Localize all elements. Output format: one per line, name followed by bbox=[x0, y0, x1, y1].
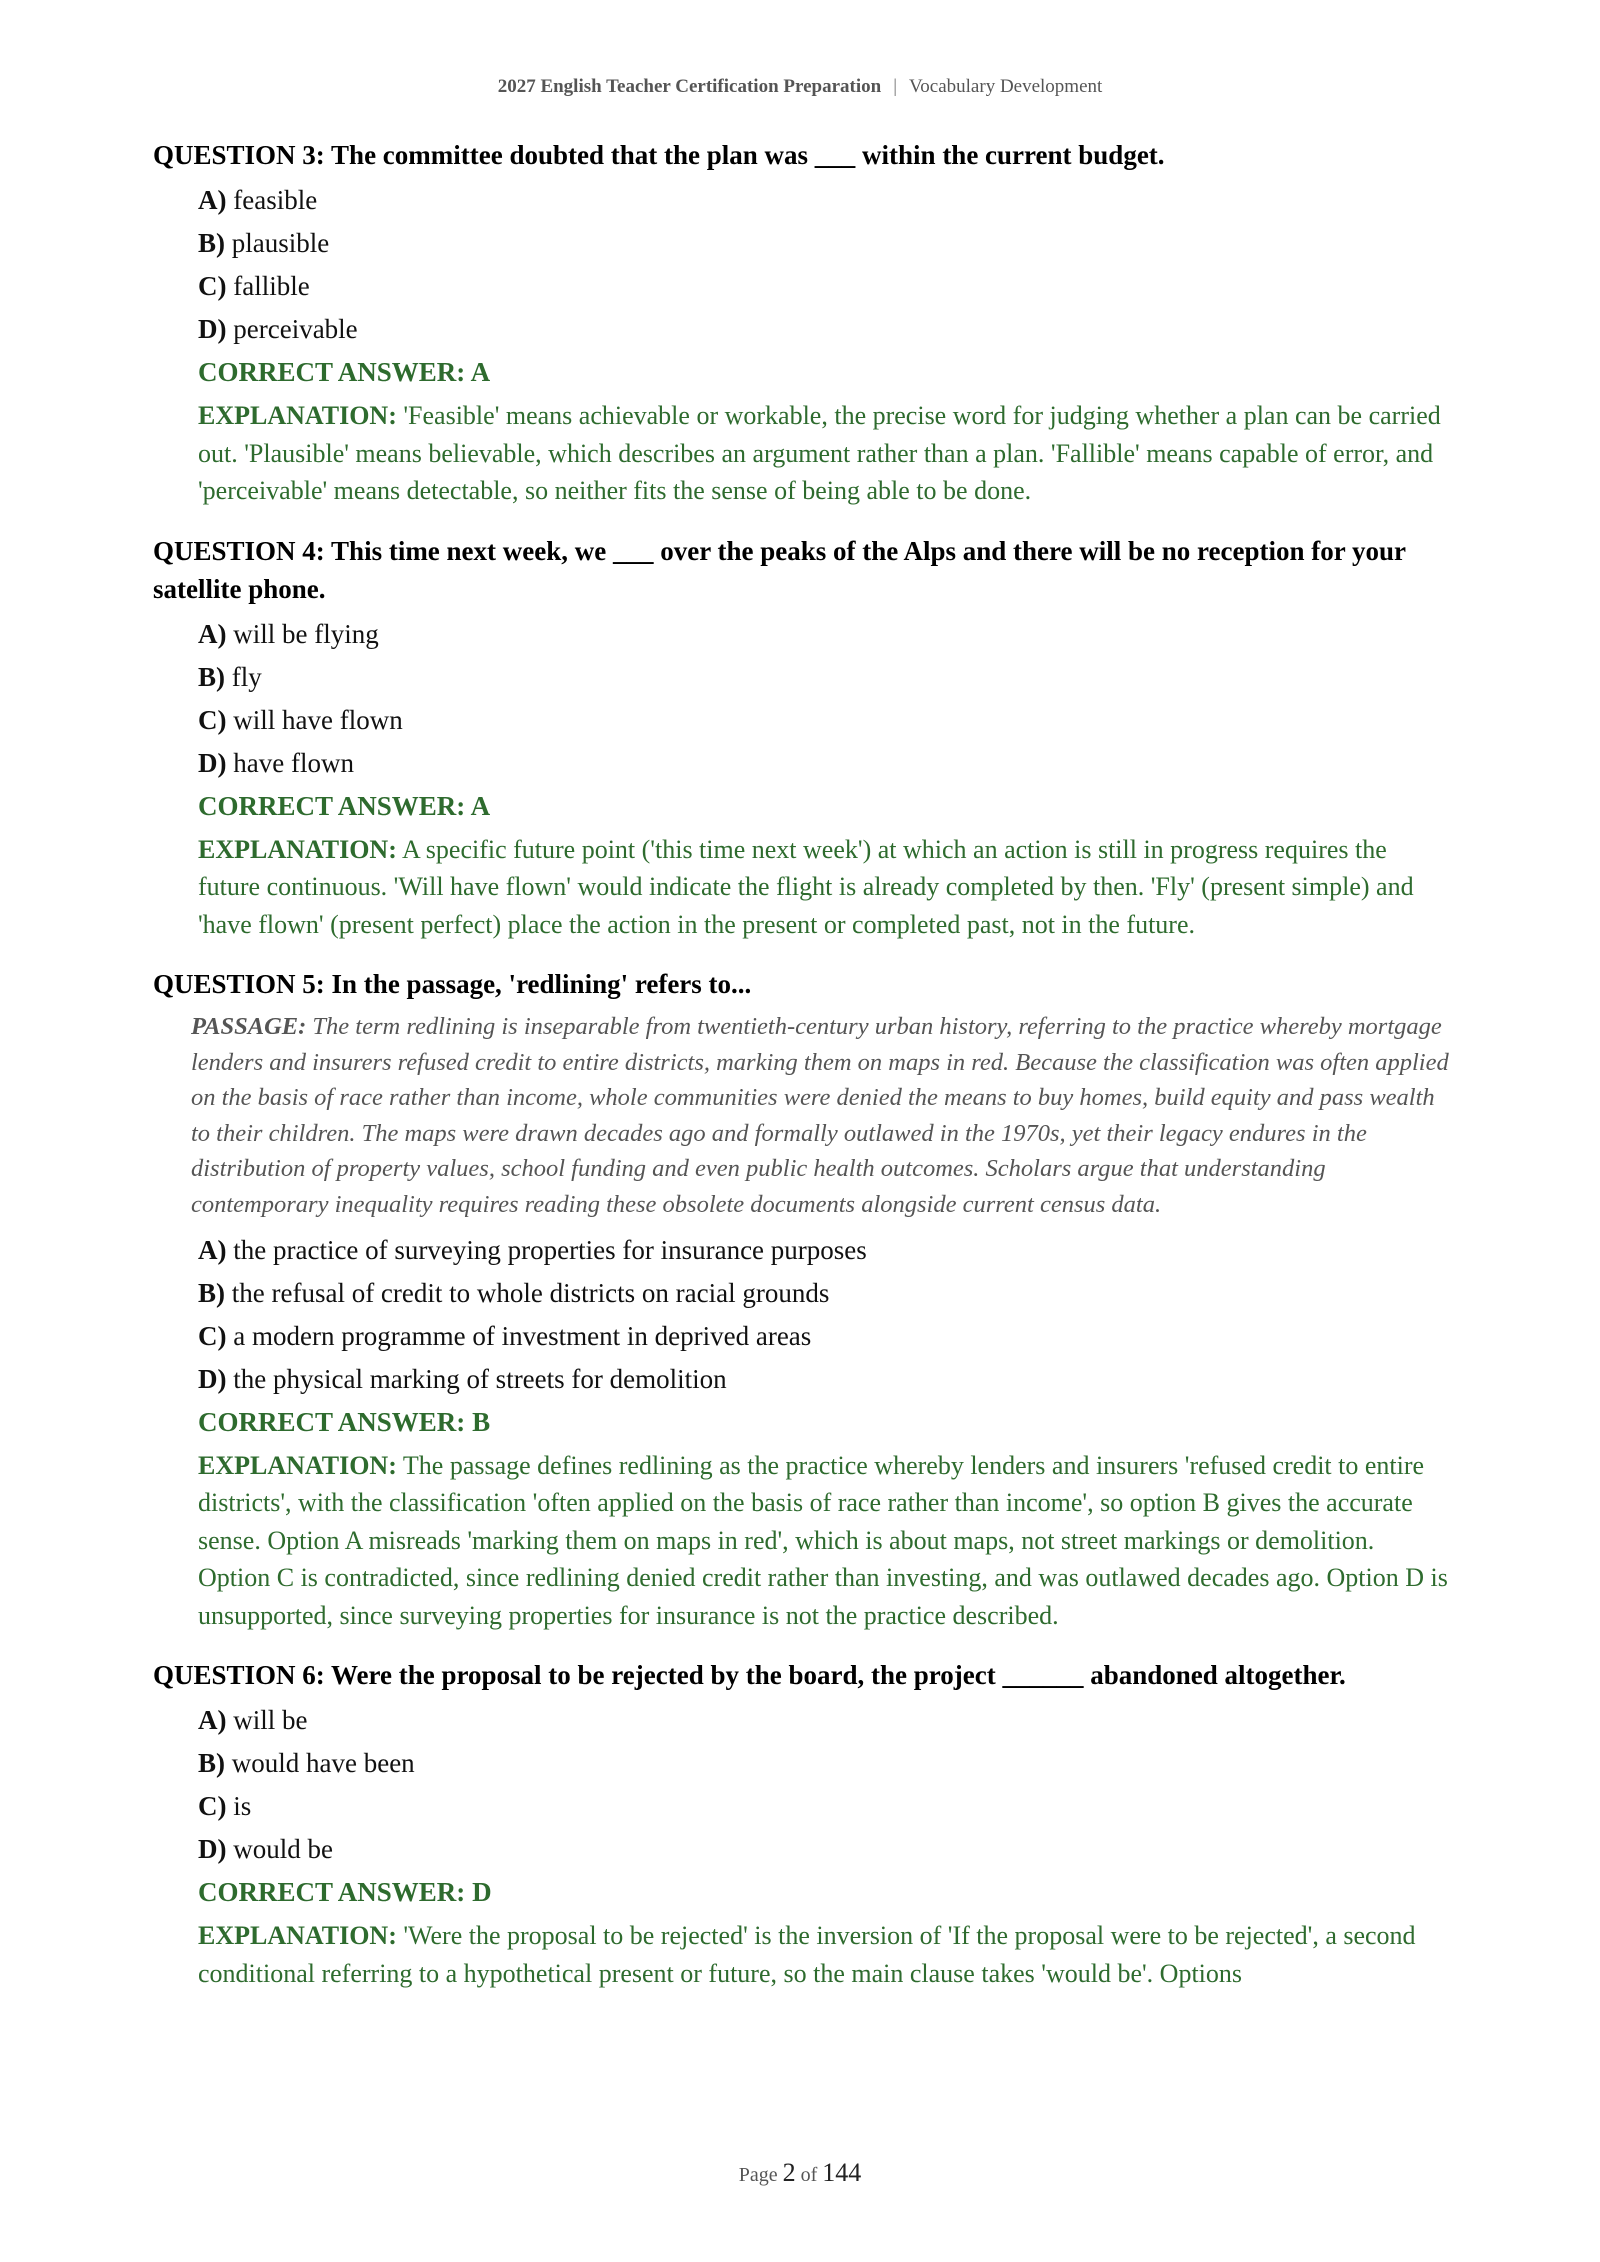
option-list bbox=[198, 1229, 1453, 1401]
option-b bbox=[198, 1742, 1453, 1785]
option-letter: B) bbox=[198, 661, 225, 692]
option-letter: D) bbox=[198, 1363, 227, 1394]
explanation bbox=[198, 397, 1453, 510]
option-text: is bbox=[233, 1791, 252, 1822]
option-text: fly bbox=[231, 661, 262, 692]
option-letter: A) bbox=[198, 618, 227, 649]
page-header bbox=[0, 76, 1600, 98]
question-title: QUESTION 6: Were the proposal to be rejected by the board, the project ______ abandoned altogether. bbox=[153, 1660, 1346, 1691]
option-text: plausible bbox=[231, 228, 330, 258]
explanation bbox=[198, 1447, 1453, 1635]
answer-letter: B bbox=[472, 1406, 491, 1437]
passage-label: PASSAGE: bbox=[191, 1013, 307, 1040]
option-d bbox=[198, 1358, 1453, 1401]
reading-passage bbox=[191, 1009, 1453, 1223]
option-text: the physical marking of streets for demolition bbox=[233, 1363, 727, 1394]
answer-letter: A bbox=[470, 790, 491, 821]
explanation bbox=[198, 831, 1453, 944]
question-title: QUESTION 3: The committee doubted that the plan was ___ within the current budget. bbox=[153, 140, 1165, 170]
option-text: the practice of surveying properties for insurance purposes bbox=[233, 1234, 867, 1265]
answer-prefix: CORRECT ANSWER: bbox=[198, 357, 471, 387]
explanation-label: EXPLANATION: bbox=[198, 1921, 397, 1951]
total-pages-number: 144 bbox=[822, 2158, 862, 2187]
header-title: 2027 English Teacher Certification Preparation bbox=[497, 76, 882, 97]
option-letter: A) bbox=[198, 185, 227, 215]
option-list bbox=[198, 613, 1453, 785]
option-letter: B) bbox=[198, 228, 225, 258]
explanation-text: 'Feasible' means achievable or workable, the precise word for judging whether a plan can be carried out. 'Plausible' means believable, which describes an argument rather than a plan. 'Fallible' means capable of error, and 'perceivable' means detectable, so neither fits the sense of being able to be done. bbox=[198, 401, 1441, 505]
header-separator: | bbox=[893, 76, 898, 97]
option-c bbox=[198, 265, 1453, 308]
option-text: would be bbox=[233, 1834, 333, 1865]
correct-answer bbox=[198, 351, 1453, 394]
option-letter: C) bbox=[198, 271, 227, 301]
answer-letter: A bbox=[470, 357, 491, 387]
questions-content bbox=[153, 136, 1453, 2014]
correct-answer bbox=[198, 1401, 1453, 1444]
option-a bbox=[198, 613, 1453, 656]
option-text: perceivable bbox=[233, 314, 358, 344]
explanation-label: EXPLANATION: bbox=[198, 1450, 397, 1480]
explanation-label: EXPLANATION: bbox=[198, 834, 397, 864]
question-title: QUESTION 4: This time next week, we ___ over the peaks of the Alps and there will be no reception for your satellite phone. bbox=[153, 535, 1406, 604]
option-letter: C) bbox=[198, 1791, 227, 1822]
option-text: will have flown bbox=[233, 704, 403, 735]
option-letter: D) bbox=[198, 1834, 227, 1865]
option-letter: C) bbox=[198, 704, 227, 735]
option-letter: A) bbox=[198, 1705, 227, 1736]
option-c bbox=[198, 699, 1453, 742]
explanation-text: 'Were the proposal to be rejected' is the inversion of 'If the proposal were to be rejected', a second conditional referring to a hypothetical present or future, so the main clause takes 'would be'. Options bbox=[198, 1921, 1416, 1988]
option-text: the refusal of credit to whole districts on racial grounds bbox=[231, 1277, 830, 1308]
question-6 bbox=[153, 1656, 1453, 1992]
explanation-text: The passage defines redlining as the practice whereby lenders and insurers 'refused credit to entire districts', with the classification 'often applied on the basis of race rather than income', so option B gives the accurate sense. Option A misreads 'marking them on maps in red', which is about maps, not street markings or demolition. Option C is contradicted, since redlining denied credit rather than investing, and was outlawed decades ago. Option D is unsupported, since surveying properties for insurance is not the practice described. bbox=[198, 1450, 1448, 1630]
question-3 bbox=[153, 136, 1453, 510]
option-text: feasible bbox=[233, 185, 318, 215]
option-list bbox=[198, 1699, 1453, 1871]
page-of-label: of bbox=[800, 2164, 818, 2186]
option-a bbox=[198, 179, 1453, 222]
current-page-number: 2 bbox=[782, 2158, 796, 2187]
question-title: QUESTION 5: In the passage, 'redlining' refers to... bbox=[153, 969, 752, 999]
option-letter: A) bbox=[198, 1234, 227, 1265]
page-label: Page bbox=[738, 2164, 778, 2186]
option-letter: B) bbox=[198, 1748, 225, 1779]
option-text: will be flying bbox=[233, 618, 379, 649]
option-letter: D) bbox=[198, 314, 227, 344]
option-c bbox=[198, 1785, 1453, 1828]
answer-letter: D bbox=[472, 1877, 492, 1908]
explanation bbox=[198, 1917, 1453, 1992]
answer-prefix: CORRECT ANSWER: bbox=[198, 1877, 473, 1908]
option-letter: D) bbox=[198, 747, 227, 778]
correct-answer bbox=[198, 1871, 1453, 1914]
answer-prefix: CORRECT ANSWER: bbox=[198, 790, 471, 821]
option-text: fallible bbox=[233, 271, 310, 301]
option-text: will be bbox=[233, 1705, 308, 1736]
option-text: would have been bbox=[231, 1748, 415, 1779]
passage-text: The term redlining is inseparable from twentieth-century urban history, referring to the practice whereby mortgage lenders and insurers refused credit to entire districts, marking them on maps in red. Because the classification was often applied on the basis of race rather than income, whole communities were denied the means to buy homes, build equity and pass wealth to their children. The maps were drawn decades ago and formally outlawed in the 1970s, yet their legacy endures in the distribution of property values, school funding and even public health outcomes. Scholars argue that understanding contemporary inequality requires reading these obsolete documents alongside current census data. bbox=[191, 1013, 1449, 1218]
option-text: have flown bbox=[233, 747, 354, 778]
option-c bbox=[198, 1315, 1453, 1358]
option-b bbox=[198, 222, 1453, 265]
option-letter: C) bbox=[198, 1320, 227, 1351]
option-a bbox=[198, 1229, 1453, 1272]
option-d bbox=[198, 1828, 1453, 1871]
option-a bbox=[198, 1699, 1453, 1742]
option-b bbox=[198, 656, 1453, 699]
correct-answer bbox=[198, 785, 1453, 828]
explanation-text: A specific future point ('this time next week') at which an action is still in progress requires the future continuous. 'Will have flown' would indicate the flight is already completed by then. 'Fly' (present simple) and 'have flown' (present perfect) place the action in the present or completed past, not in the future. bbox=[198, 834, 1414, 939]
option-d bbox=[198, 308, 1453, 351]
header-section: Vocabulary Development bbox=[909, 76, 1103, 97]
option-list bbox=[198, 179, 1453, 351]
question-4 bbox=[153, 532, 1453, 944]
explanation-label: EXPLANATION: bbox=[198, 401, 397, 430]
option-text: a modern programme of investment in deprived areas bbox=[233, 1320, 812, 1351]
option-d bbox=[198, 742, 1453, 785]
option-b bbox=[198, 1272, 1453, 1315]
question-5 bbox=[153, 965, 1453, 1634]
answer-prefix: CORRECT ANSWER: bbox=[198, 1406, 473, 1437]
option-letter: B) bbox=[198, 1277, 225, 1308]
page-footer bbox=[0, 2158, 1600, 2188]
